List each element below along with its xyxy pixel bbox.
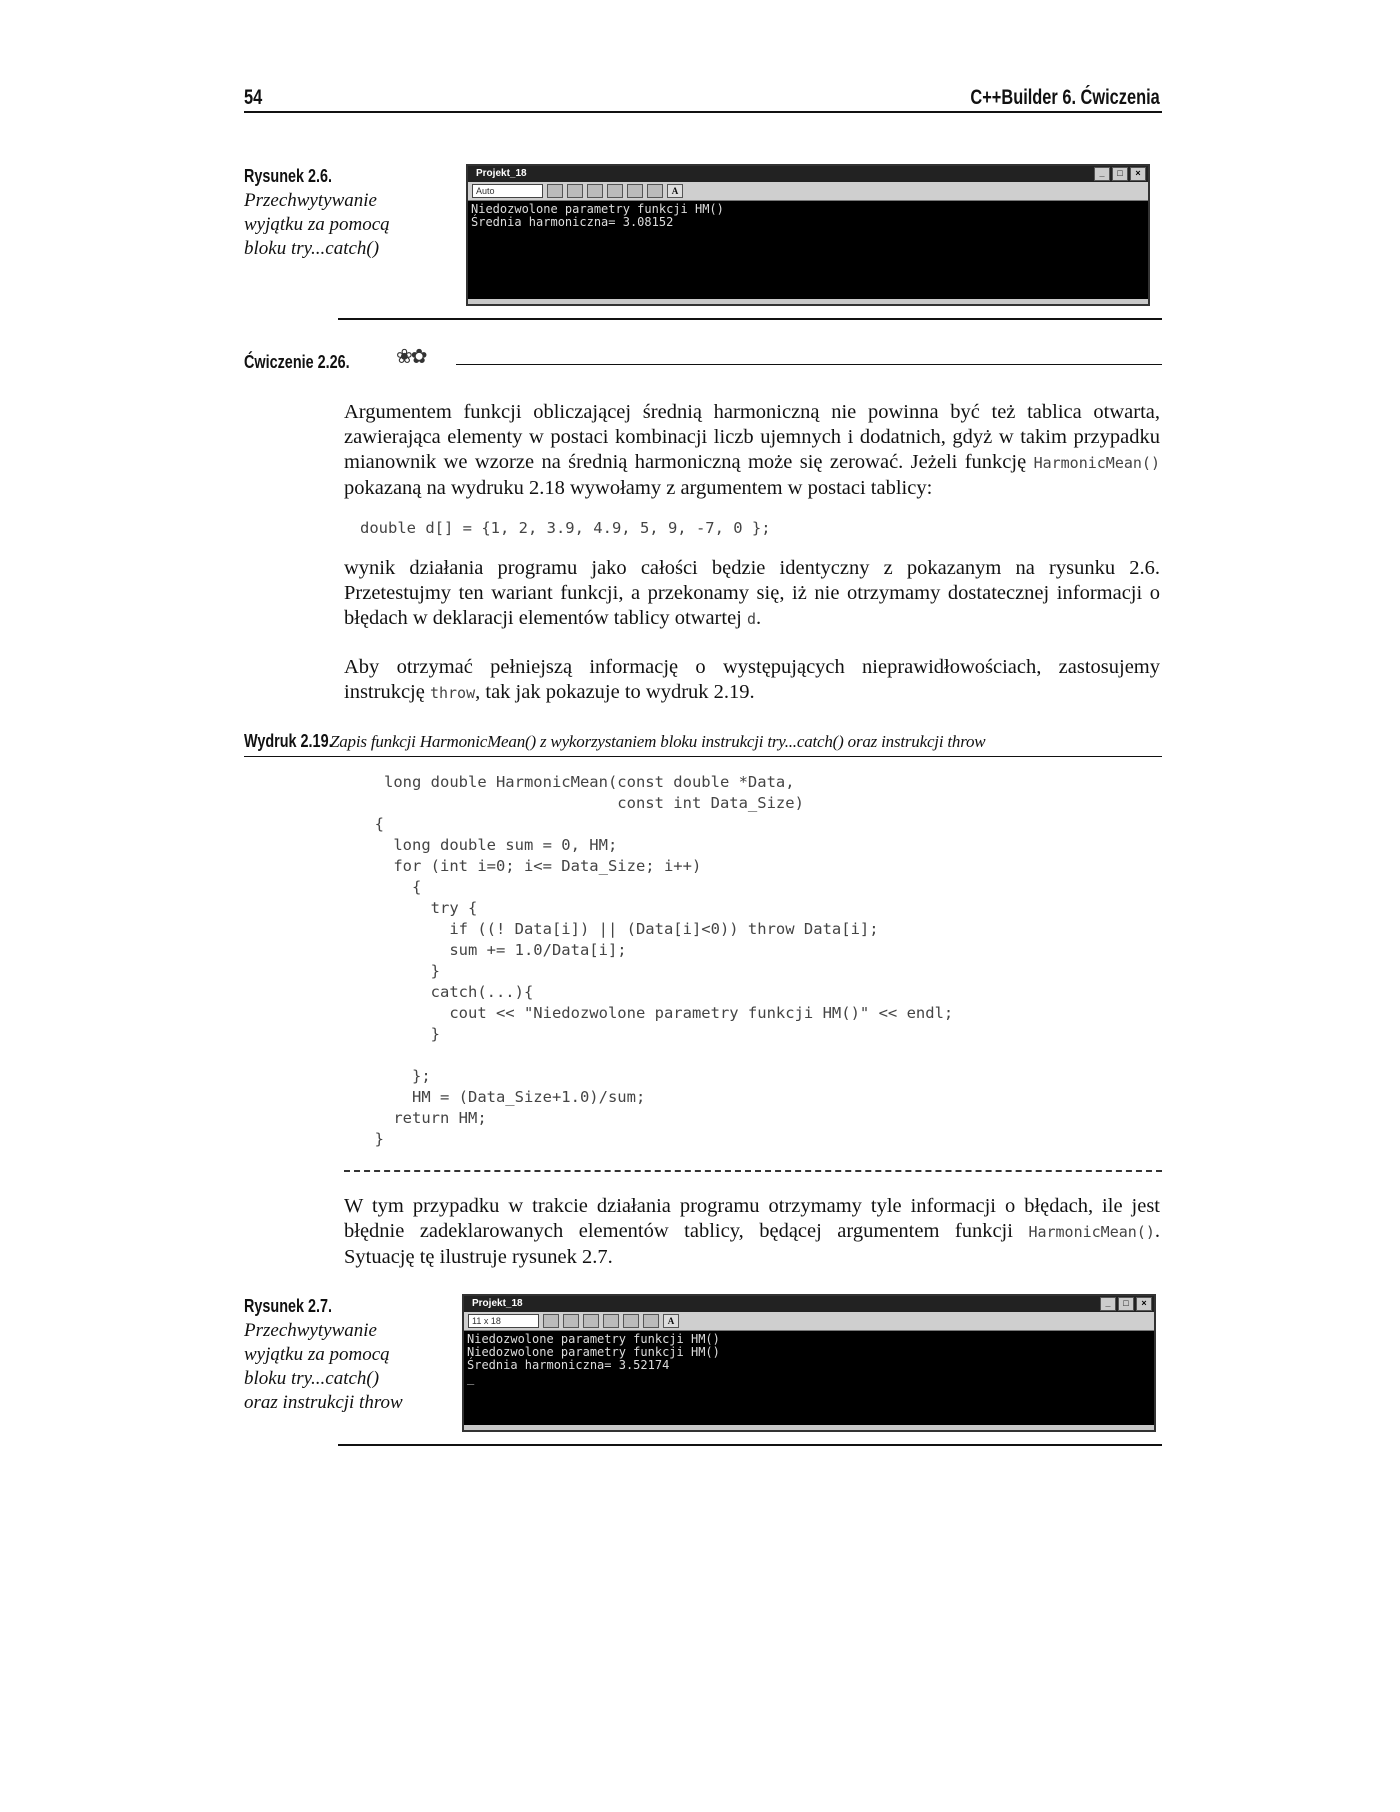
toolbar-icon bbox=[567, 184, 583, 198]
exercise-rule bbox=[456, 364, 1162, 365]
maximize-icon: □ bbox=[1112, 167, 1128, 181]
font-size-select: Auto bbox=[472, 184, 543, 198]
text-run: , tak jak pokazuje to wydruk 2.19. bbox=[475, 681, 755, 703]
figure-2-7-caption bbox=[244, 1319, 444, 1415]
code-listing: long double HarmonicMean(const double *Data, const int Data_Size) { long double sum = 0, HM; for (int i=0; i<= Data_Size; i++) { try { if ((! Data[i]) || (Data[i]<0)) throw Data[i]; sum += 1.0/Data[i]; } catch(...){ cout << "Niedozwolone parametry funkcji HM()" << endl; } }; HM = (Data_Size+1.0)/sum; return HM; } bbox=[374, 773, 954, 1148]
console-output bbox=[468, 201, 1148, 299]
figure-rule bbox=[338, 1444, 1162, 1446]
caption-line: Przechwytywanie bbox=[244, 1320, 377, 1341]
console-line: Niedozwolone parametry funkcji HM() bbox=[471, 202, 724, 216]
figure-2-6-caption bbox=[244, 189, 424, 261]
caption-line: wyjątku za pomocą bbox=[244, 1344, 390, 1365]
code-snippet: double d[] = {1, 2, 3.9, 4.9, 5, 9, -7, 0 }; bbox=[360, 519, 771, 537]
listing-label: Wydruk 2.19. bbox=[244, 731, 333, 751]
console-output bbox=[464, 1331, 1154, 1425]
window-title: Projekt_18 bbox=[476, 168, 527, 179]
caption-line: bloku try...catch() bbox=[244, 238, 380, 259]
toolbar-icon bbox=[543, 1314, 559, 1328]
console-line: Niedozwolone parametry funkcji HM() bbox=[467, 1332, 720, 1346]
toolbar-icon bbox=[623, 1314, 639, 1328]
font-size-select: 11 x 18 bbox=[468, 1314, 539, 1328]
caption-line: bloku try...catch() bbox=[244, 1368, 380, 1389]
toolbar-icon bbox=[647, 184, 663, 198]
text-run: . Sytuację tę ilustruje rysunek 2.7. bbox=[344, 1220, 1160, 1268]
paragraph bbox=[344, 1194, 1160, 1270]
running-header-title: C++Builder 6. Ćwiczenia bbox=[970, 86, 1160, 109]
toolbar-icon bbox=[583, 1314, 599, 1328]
window-controls bbox=[1100, 1297, 1152, 1311]
listing-bottom-rule bbox=[344, 1170, 1162, 1172]
console-line: Średnia harmoniczna= 3.52174 bbox=[467, 1358, 670, 1372]
toolbar-icon bbox=[607, 184, 623, 198]
close-icon: × bbox=[1136, 1297, 1152, 1311]
inline-code: throw bbox=[429, 684, 476, 702]
inline-code: HarmonicMean() bbox=[1028, 1223, 1155, 1241]
minimize-icon: _ bbox=[1100, 1297, 1116, 1311]
minimize-icon: _ bbox=[1094, 167, 1110, 181]
console-line: _ bbox=[467, 1371, 475, 1385]
exercise-difficulty-ornament-icon: ❀✿ bbox=[396, 346, 426, 368]
text-run: W tym przypadku w trakcie działania programu otrzymamy tyle informacji o błędach, ile jest błędnie zadeklarowanych elementów tablicy, będącej argumentem funkcji bbox=[344, 1195, 1160, 1242]
window-title: Projekt_18 bbox=[472, 1298, 523, 1309]
page-number: 54 bbox=[244, 86, 263, 109]
text-run: Argumentem funkcji obliczającej średnią harmoniczną nie powinna być też tablica otwarta, zawierająca elementy w postaci kombinacji liczb ujemnych i dodatnich, gdyż w takim przypadku mianownik we wzorze na średnią harmoniczną może się zerować. Jeżeli funkcję bbox=[344, 401, 1160, 473]
text-run: pokazaną na wydruku 2.18 wywołamy z argumentem w postaci tablicy: bbox=[344, 477, 933, 499]
listing-caption bbox=[244, 731, 985, 752]
listing-top-rule bbox=[244, 756, 1162, 757]
caption-line: Przechwytywanie bbox=[244, 190, 377, 211]
figure-2-7-label: Rysunek 2.7. bbox=[244, 1296, 333, 1316]
paragraph bbox=[344, 556, 1160, 632]
maximize-icon: □ bbox=[1118, 1297, 1134, 1311]
figure-2-6-label: Rysunek 2.6. bbox=[244, 166, 333, 186]
font-icon: A bbox=[663, 1314, 679, 1328]
close-icon: × bbox=[1130, 167, 1146, 181]
console-line: Średnia harmoniczna= 3.08152 bbox=[471, 215, 674, 229]
toolbar-icon bbox=[563, 1314, 579, 1328]
console-window-screenshot bbox=[466, 164, 1150, 306]
console-line: Niedozwolone parametry funkcji HM() bbox=[467, 1345, 720, 1359]
caption-line: wyjątku za pomocą bbox=[244, 214, 390, 235]
font-icon: A bbox=[667, 184, 683, 198]
paragraph bbox=[344, 400, 1160, 501]
window-titlebar bbox=[468, 166, 1148, 182]
toolbar-icon bbox=[643, 1314, 659, 1328]
exercise-label: Ćwiczenie 2.26. bbox=[244, 352, 350, 372]
text-run: Aby otrzymać pełniejszą informację o występujących nieprawidłowościach, zastosujemy instrukcję bbox=[344, 656, 1160, 703]
toolbar-icon bbox=[627, 184, 643, 198]
inline-code: HarmonicMean() bbox=[1033, 454, 1160, 472]
text-run: wynik działania programu jako całości będzie identyczny z pokazanym na rysunku 2.6. Przetestujmy ten wariant funkcji, a przekonamy się, iż nie otrzymamy dostatecznej informacji o błędach w deklaracji elementów tablicy otwartej bbox=[344, 557, 1160, 629]
toolbar-icon bbox=[587, 184, 603, 198]
toolbar-icon bbox=[547, 184, 563, 198]
window-toolbar bbox=[464, 1312, 1154, 1331]
text-run: . bbox=[756, 607, 762, 629]
console-window-screenshot bbox=[462, 1294, 1156, 1432]
caption-line: oraz instrukcji throw bbox=[244, 1392, 403, 1413]
paragraph bbox=[344, 655, 1160, 706]
window-controls bbox=[1094, 167, 1146, 181]
figure-rule bbox=[338, 318, 1162, 320]
header-rule bbox=[244, 111, 1162, 113]
inline-code: d bbox=[747, 610, 757, 628]
window-toolbar bbox=[468, 182, 1148, 201]
listing-caption-text: Zapis funkcji HarmonicMean() z wykorzystaniem bloku instrukcji try...catch() oraz instrukcji throw bbox=[330, 732, 986, 751]
window-titlebar bbox=[464, 1296, 1154, 1312]
toolbar-icon bbox=[603, 1314, 619, 1328]
